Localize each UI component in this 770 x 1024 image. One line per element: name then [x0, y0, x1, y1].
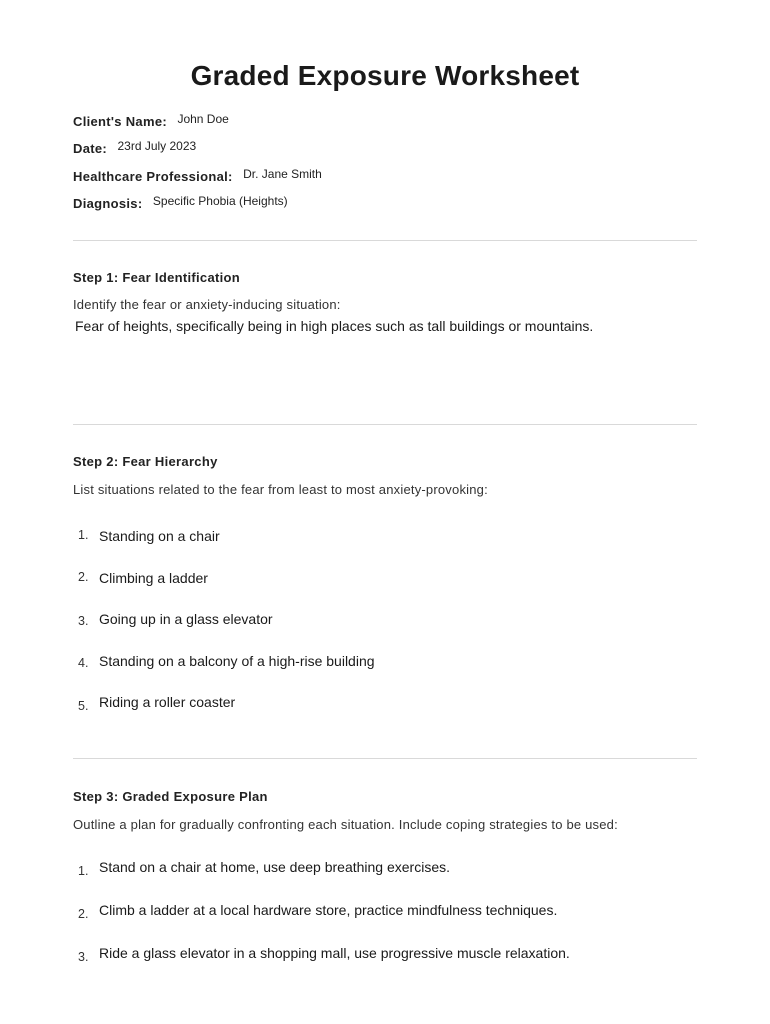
- step3-instruction: Outline a plan for gradually confronting each situation. Include coping strategies to be used:: [73, 817, 618, 832]
- list-item: [78, 611, 273, 629]
- list-item: [78, 694, 235, 712]
- list-item-number: 3.: [78, 950, 89, 964]
- list-item-number: 3.: [78, 614, 89, 628]
- divider: [73, 758, 697, 759]
- list-item-number: 5.: [78, 699, 89, 713]
- diagnosis-field: [73, 195, 288, 213]
- client-name-value: John Doe: [177, 112, 229, 126]
- list-item-number: 1.: [78, 528, 89, 542]
- step1-instruction: Identify the fear or anxiety-inducing situation:: [73, 297, 341, 312]
- step1-title: Step 1: Fear Identification: [73, 270, 241, 285]
- page-title: Graded Exposure Worksheet: [190, 60, 580, 91]
- divider: [73, 240, 697, 241]
- diagnosis-label: Diagnosis:: [73, 196, 143, 211]
- list-item: [78, 570, 208, 588]
- list-item-text: Standing on a balcony of a high-rise building: [99, 653, 375, 669]
- date-value: 23rd July 2023: [117, 139, 197, 153]
- list-item-text: Stand on a chair at home, use deep breathing exercises.: [99, 859, 450, 875]
- list-item-number: 2.: [78, 570, 89, 584]
- list-item: [78, 528, 220, 546]
- divider: [73, 424, 697, 425]
- list-item-text: Standing on a chair: [99, 528, 220, 544]
- list-item-text: Going up in a glass elevator: [99, 611, 273, 627]
- list-item-number: 4.: [78, 656, 89, 670]
- diagnosis-value: Specific Phobia (Heights): [152, 194, 288, 208]
- list-item: [78, 653, 375, 671]
- list-item: [78, 859, 450, 877]
- professional-field: [73, 168, 322, 186]
- list-item-number: 2.: [78, 907, 89, 921]
- date-field: [73, 140, 196, 158]
- list-item-text: Climb a ladder at a local hardware store, practice mindfulness techniques.: [99, 902, 558, 918]
- list-item-number: 1.: [78, 864, 89, 878]
- list-item: [78, 902, 557, 920]
- list-item-text: Riding a roller coaster: [99, 694, 236, 710]
- list-item-text: Ride a glass elevator in a shopping mall, use progressive muscle relaxation.: [99, 945, 570, 961]
- step2-title: Step 2: Fear Hierarchy: [73, 454, 218, 469]
- client-name-label: Client's Name:: [73, 114, 167, 129]
- professional-value: Dr. Jane Smith: [243, 167, 322, 181]
- step3-title: Step 3: Graded Exposure Plan: [73, 789, 268, 804]
- date-label: Date:: [73, 141, 108, 156]
- professional-label: Healthcare Professional:: [73, 169, 233, 184]
- list-item: [78, 945, 570, 963]
- client-name-field: [73, 113, 229, 131]
- step2-instruction: List situations related to the fear from least to most anxiety-provoking:: [73, 482, 488, 497]
- list-item-text: Climbing a ladder: [99, 570, 208, 586]
- step1-answer: Fear of heights, specifically being in high places such as tall buildings or mountains.: [75, 318, 594, 334]
